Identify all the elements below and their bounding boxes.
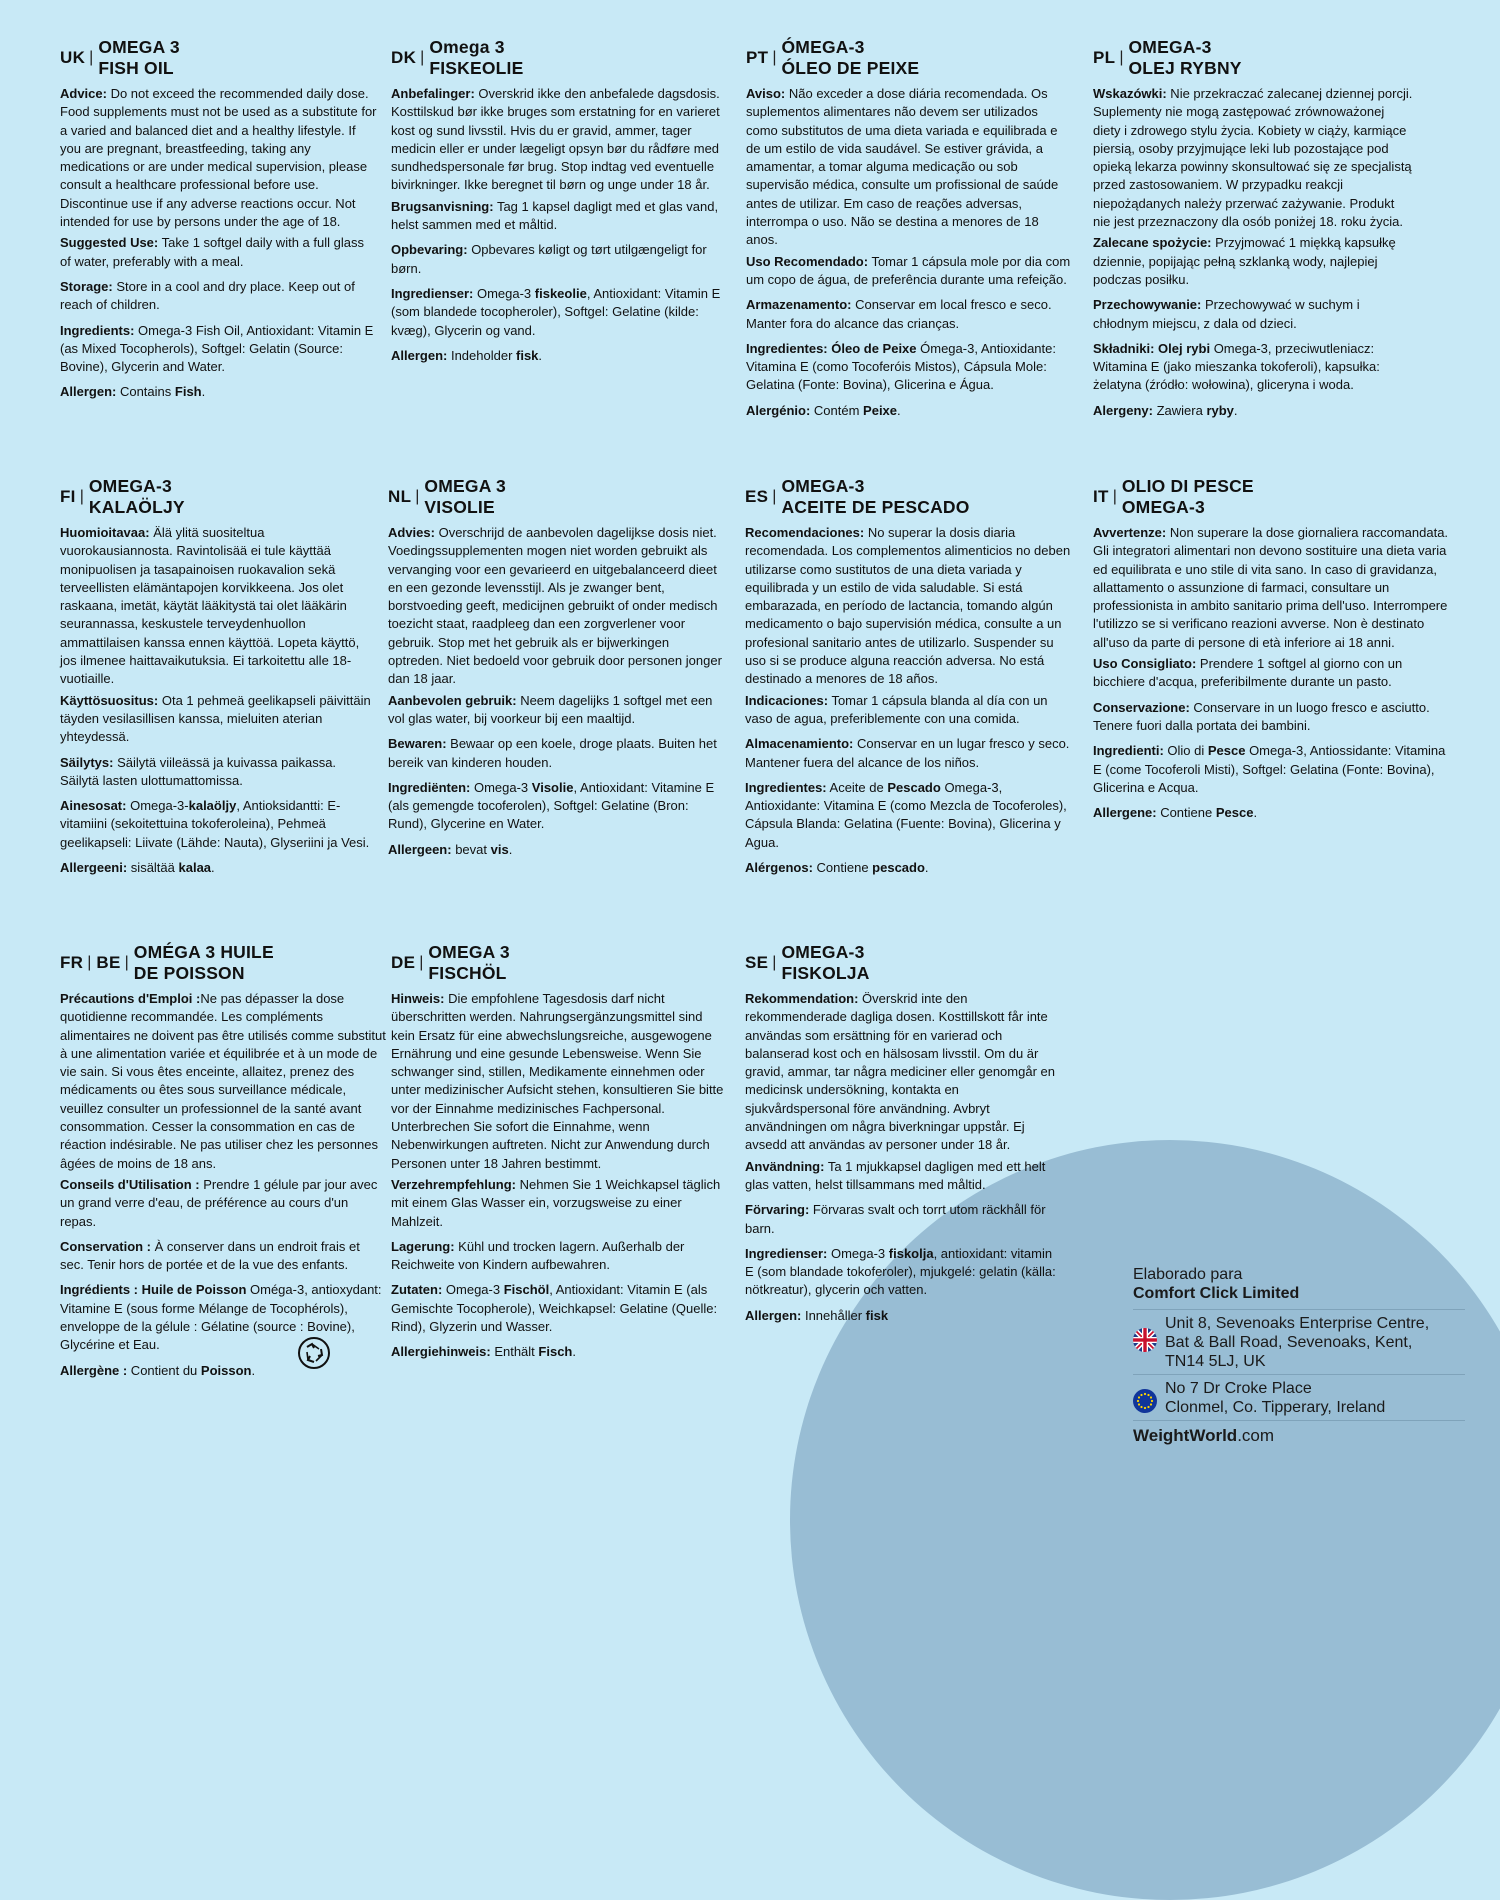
eu-address-row bbox=[1133, 1374, 1465, 1420]
paragraph-label: Brugsanvisning: bbox=[391, 198, 494, 214]
product-title-line: OLEJ RYBNY bbox=[1128, 58, 1242, 78]
country-code: DE bbox=[391, 952, 416, 972]
paragraph-text: Ómega-3, Antioxidante: Vitamina E (como Tocoferóis Mistos), Cápsula Mole: Gelatina (Fonte: Bovina), Glicerina e Água. bbox=[746, 340, 1056, 393]
company-name: Comfort Click Limited bbox=[1133, 1285, 1300, 1302]
section-es bbox=[745, 476, 1071, 884]
section-header bbox=[60, 942, 386, 984]
paragraph-label: Aviso: bbox=[746, 86, 786, 101]
paragraph-text: Zawiera bbox=[1152, 402, 1207, 418]
paragraph-text: Contient du bbox=[127, 1362, 201, 1378]
label-paragraph bbox=[1093, 742, 1451, 797]
label-paragraph bbox=[60, 234, 378, 271]
label-paragraph bbox=[1093, 402, 1413, 420]
paragraph-label: Almacenamiento: bbox=[745, 736, 854, 752]
paragraph-label: Ingredienser: bbox=[391, 285, 474, 301]
paragraph-label: Säilytys: bbox=[60, 754, 114, 770]
paragraph-text: . bbox=[211, 860, 215, 876]
label-paragraph bbox=[60, 322, 378, 377]
paragraph-text: Överskrid inte den rekommenderade dagliga dosen. Kosttillskott får inte användas som ersättning för en varierad och balanserad kost och en hälsosam livsstil. Om du är gravid, ammar, tar några mediciner eller genomgår en medicinsk undersökning, kontakta en sjukvårdspersonal före användning. Avbryt användningen om några biverkningar uppstår. Ej avsedd att användas av personer under 18 år. bbox=[745, 991, 1055, 1153]
product-title-line: FISH OIL bbox=[98, 58, 174, 78]
section-uk bbox=[60, 37, 378, 409]
paragraph-label: Précautions d'Emploi : bbox=[60, 991, 201, 1006]
product-title-line: FISKOLJA bbox=[781, 963, 870, 983]
paragraph-text: Prendere 1 softgel al giorno con un bicchiere d'acqua, preferibilmente durante un pasto. bbox=[1093, 656, 1403, 690]
paragraph-label: Przechowywanie: bbox=[1093, 297, 1202, 313]
paragraph-label: Lagerung: bbox=[391, 1238, 455, 1254]
paragraph-emphasis: ryby bbox=[1206, 402, 1234, 418]
paragraph-label: Ingrédients : bbox=[60, 1282, 139, 1298]
paragraph-text: Die empfohlene Tagesdosis darf nicht überschritten werden. Nahrungsergänzungsmittel sind kein Ersatz für eine abwechslungsreiche, ausgewogene Ernährung und eine gesunde Lebensweise. Wenn Sie schwanger sind, stillen, Medikamente einnehmen oder unter medizinischer Aufsicht stehen, konsultieren Sie bitte vor der Einnahme medizinisches Fachpersonal. Unterbrechen Sie sofort die Einnahme, wenn Nebenwirkungen auftreten. Nicht zur Anwendung durch Personen unter 18 Jahren bestimmt. bbox=[391, 991, 724, 1171]
paragraph-text: . bbox=[924, 860, 929, 876]
label-paragraph bbox=[60, 383, 378, 401]
paragraph-text: sisältää bbox=[127, 860, 179, 876]
label-paragraph bbox=[388, 779, 726, 834]
country-code: DK bbox=[391, 47, 417, 67]
paragraph-label: Conseils d'Utilisation : bbox=[60, 1176, 200, 1192]
country-code: PL bbox=[1093, 47, 1116, 67]
paragraph-emphasis: fiskeolie bbox=[534, 285, 587, 301]
paragraph-label: Allergiehinweis: bbox=[391, 1344, 491, 1360]
header-separator: | bbox=[772, 487, 777, 505]
paragraph-text: Prendre 1 gélule par jour avec un grand verre d'eau, de préférence au cours d'un repas. bbox=[60, 1176, 378, 1229]
paragraph-label: Allergeeni: bbox=[60, 860, 128, 876]
section-it bbox=[1093, 476, 1451, 829]
paragraph-text: À conserver dans un endroit frais et sec. Tenir hors de portée et de la vue des enfants. bbox=[60, 1238, 360, 1273]
product-title-line: ÓLEO DE PEIXE bbox=[781, 58, 920, 78]
product-title-line: OMEGA-3 bbox=[88, 476, 172, 496]
paragraph-emphasis: Poisson bbox=[200, 1362, 252, 1378]
paragraph-text: Contiene bbox=[1156, 805, 1216, 821]
paragraph-text: Nie przekraczać zalecanej dziennej porcji. Suplementy nie mogą zastępować zrównoważonej diety i zdrowego stylu życia. Kobiety w ciąży, karmiące piersią, osoby przyjmujące leki lub pozostające pod opieką lekarza powinny skonsultować się ze specjalistą przed zastosowaniem. W przypadku reakcji niepożądanych należy przerwać zażywanie. Produkt nie jest przeznaczony dla osób poniżej 18. roku życia. bbox=[1093, 86, 1413, 230]
label-paragraph bbox=[60, 1362, 386, 1380]
label-paragraph bbox=[60, 1238, 386, 1275]
country-code: NL bbox=[388, 486, 412, 506]
paragraph-text: Ne pas dépasser la dose quotidienne recommandée. Les compléments alimentaires ne doivent pas être utilisés comme substitut à une alimentation variée et équilibrée et à un mode de vie sain. Si vous êtes enceinte, allaitez, prenez des médicaments ou êtes sous surveillance médicale, veuillez consulter un professionnel de la santé avant consommation. Cesser la consommation en cas de réaction indésirable. Ne pas utiliser chez les personnes âgées de moins de 18 ans. bbox=[60, 991, 386, 1171]
label-paragraph bbox=[391, 1238, 727, 1275]
paragraph-label: Allergen: bbox=[60, 384, 117, 400]
section-nl bbox=[388, 476, 726, 866]
label-paragraph bbox=[746, 402, 1072, 420]
website bbox=[1133, 1420, 1465, 1445]
paragraph-text: Förvaras svalt och torrt utom räckhåll för barn. bbox=[745, 1202, 1046, 1236]
paragraph-text: . bbox=[1233, 402, 1238, 418]
paragraph-label: Ainesosat: bbox=[60, 798, 127, 814]
label-paragraph bbox=[391, 1281, 727, 1336]
label-paragraph bbox=[746, 296, 1072, 333]
paragraph-emphasis: Visolie bbox=[531, 779, 574, 795]
section-fr-be bbox=[60, 942, 386, 1387]
section-header bbox=[1093, 476, 1451, 518]
product-title-line: OLIO DI PESCE bbox=[1121, 476, 1254, 496]
paragraph-label: Zutaten: bbox=[391, 1282, 443, 1298]
paragraph-emphasis: Fischöl bbox=[503, 1282, 550, 1298]
paragraph-text: Overskrid ikke den anbefalede dagsdosis. Kosttilskud bør ikke bruges som erstatning for en varieret kost og sund livsstil. Hvis du er gravid, ammer, tager medicin eller er under lægeligt opsyn bør du rådføre med sundhedspersonale før brug. Stop indtag ved eventuelle bivirkninger. Ikke beregnet til børn og unge under 18 år. bbox=[391, 86, 720, 193]
product-title-line: ÓMEGA-3 bbox=[781, 37, 865, 57]
country-code: IT bbox=[1093, 486, 1109, 506]
header-separator: | bbox=[415, 487, 420, 505]
country-code: UK bbox=[60, 47, 86, 67]
header-separator: | bbox=[89, 48, 94, 66]
paragraph-label: Alérgenos: bbox=[745, 860, 813, 876]
header-separator: | bbox=[772, 953, 777, 971]
label-paragraph bbox=[60, 990, 386, 1173]
paragraph-emphasis: Olej rybi bbox=[1158, 340, 1211, 356]
paragraph-text: Omega-3 bbox=[827, 1245, 889, 1261]
website-brand: WeightWorld bbox=[1133, 1426, 1238, 1445]
paragraph-label: Användning: bbox=[745, 1158, 825, 1174]
label-paragraph bbox=[1093, 524, 1451, 652]
paragraph-text: Bewaar op een koele, droge plaats. Buiten het bereik van kinderen houden. bbox=[388, 736, 717, 770]
product-title-line: OMEGA-3 bbox=[781, 942, 865, 962]
paragraph-text: , Antioxidant: Vitamin E (som blandede tocopheroler), Softgel: Gelatine (kilde: kvæg), Glycerin og vand. bbox=[391, 285, 721, 338]
paragraph-emphasis: Óleo de Peixe bbox=[831, 340, 917, 356]
paragraph-label: Recomendaciones: bbox=[745, 525, 865, 540]
paragraph-text: . bbox=[1253, 805, 1258, 821]
paragraph-text: . bbox=[508, 841, 513, 857]
paragraph-label: Allergène : bbox=[60, 1362, 128, 1378]
paragraph-label: Armazenamento: bbox=[746, 297, 852, 313]
paragraph-text: Omega-3 bbox=[470, 779, 532, 795]
paragraph-text: Conservare in un luogo fresco e asciutto. Tenere fuori dalla portata dei bambini. bbox=[1093, 699, 1430, 733]
label-paragraph bbox=[60, 797, 378, 852]
section-header bbox=[391, 942, 727, 984]
paragraph-emphasis: Pesce bbox=[1215, 805, 1254, 821]
paragraph-label: Allergen: bbox=[745, 1307, 802, 1323]
country-code-secondary: BE bbox=[96, 952, 121, 972]
paragraph-text: Oméga-3, antioxydant: Vitamine E (sous forme Mélange de Tocophérols), enveloppe de la gélule : Gélatine (source : Bovine), Glycérine et Eau. bbox=[60, 1282, 382, 1353]
label-paragraph bbox=[746, 340, 1072, 395]
label-paragraph bbox=[745, 524, 1071, 689]
product-title-line: OMEGA-3 bbox=[1121, 497, 1205, 517]
paragraph-text: No superar la dosis diaria recomendada. Los complementos alimenticios no deben utilizarse como sustitutos de una dieta variada y equilibrada y un estilo de vida saludable. Si está embarazada, en período de lactancia, tomando algún medicamento o bajo supervisión médica, consulte a un profesional sanitario antes de utilizarlo. Suspender su uso si se produce alguna reacción adversa. No está destinado a menores de 18 años. bbox=[745, 525, 1071, 687]
header-separator: | bbox=[772, 48, 777, 66]
product-title-line: OMEGA-3 bbox=[1128, 37, 1212, 57]
label-paragraph bbox=[391, 198, 731, 235]
label-paragraph bbox=[60, 1176, 386, 1231]
label-paragraph bbox=[1093, 804, 1451, 822]
label-paragraph bbox=[60, 1281, 386, 1354]
label-paragraph bbox=[391, 347, 731, 365]
label-paragraph bbox=[391, 241, 731, 278]
header-separator: | bbox=[79, 487, 84, 505]
label-paragraph bbox=[391, 285, 731, 340]
paragraph-text: . bbox=[897, 402, 901, 418]
paragraph-label: Uso Consigliato: bbox=[1093, 656, 1197, 672]
paragraph-label: Conservation : bbox=[60, 1238, 152, 1254]
paragraph-label: Ingredienti: bbox=[1093, 743, 1164, 759]
paragraph-text: Conservar en un lugar fresco y seco. Mantener fuera del alcance de los niños. bbox=[745, 736, 1070, 770]
paragraph-text: Store in a cool and dry place. Keep out of reach of children. bbox=[60, 278, 355, 313]
product-title-line: Omega 3 bbox=[429, 37, 505, 57]
section-de bbox=[391, 942, 727, 1369]
label-paragraph bbox=[60, 278, 378, 315]
paragraph-text: Conservar em local fresco e seco. Manter fora do alcance das crianças. bbox=[746, 297, 1052, 331]
label-paragraph bbox=[60, 754, 378, 791]
paragraph-label: Ingredienser: bbox=[745, 1245, 828, 1261]
country-code: ES bbox=[745, 486, 769, 506]
paragraph-text: Olio di bbox=[1163, 743, 1208, 759]
label-paragraph bbox=[745, 735, 1071, 772]
section-se bbox=[745, 942, 1059, 1332]
paragraph-text: Contains bbox=[116, 384, 175, 400]
label-paragraph bbox=[1093, 699, 1451, 736]
eu-address-line: Clonmel, Co. Tipperary, Ireland bbox=[1165, 1399, 1386, 1416]
uk-address-line: Bat & Ball Road, Sevenoaks, Kent, bbox=[1165, 1334, 1413, 1351]
paragraph-text: Przechowywać w suchym i chłodnym miejscu, z dala od dzieci. bbox=[1093, 297, 1360, 331]
paragraph-text: . bbox=[251, 1362, 256, 1378]
paragraph-text: Przyjmować 1 miękką kapsułkę dziennie, popijając pełną szklanką wody, najlepiej podczas posiłku. bbox=[1093, 235, 1396, 287]
header-separator: | bbox=[124, 953, 129, 971]
label-paragraph bbox=[1093, 655, 1451, 692]
paragraph-emphasis: Fisch bbox=[538, 1344, 573, 1360]
paragraph-text: Overschrijd de aanbevolen dagelijkse dosis niet. Voedingssupplementen mogen niet worden gebruikt als vervanging voor een gevarieerd en uitgebalanceerd dieet en een gezonde levensstijl. Als je zwanger bent, borstvoeding geeft, medicijnen gebruikt of onder medisch toezicht staat, raadpleeg dan een zorgverlener voor gebruik. Stop met het gebruik als er bijwerkingen optreden. Niet bedoeld voor gebruik door personen jonger dan 18 jaar. bbox=[388, 525, 722, 687]
paragraph-text: Ota 1 pehmeä geelikapseli päivittäin täyden vesilasillisen kanssa, mieluiten aterian yhteydessä. bbox=[60, 692, 371, 745]
section-header bbox=[388, 476, 726, 518]
paragraph-emphasis: vis bbox=[490, 841, 509, 857]
paragraph-text: , Antioxidant: Vitamin E (als Gemischte Tocopherole), Weichkapsel: Gelatine (Quelle: Rind), Glyzerin und Wasser. bbox=[391, 1282, 718, 1335]
paragraph-text: Omega-3 bbox=[473, 285, 535, 301]
paragraph-label: Conservazione: bbox=[1093, 699, 1190, 715]
section-pl bbox=[1093, 37, 1413, 427]
label-paragraph bbox=[1093, 234, 1413, 289]
paragraph-text: Säilytä viileässä ja kuivassa paikassa. Säilytä lasten ulottumattomissa. bbox=[60, 754, 337, 788]
label-paragraph bbox=[388, 841, 726, 859]
paragraph-text: Opbevares køligt og tørt utilgængeligt for børn. bbox=[391, 242, 707, 276]
paragraph-text: Tomar 1 cápsula mole por dia com um copo de água, de preferência durante uma refeição. bbox=[746, 253, 1071, 287]
paragraph-text: , antioxidant: vitamin E (som blandade tokoferoler), mjukgelé: gelatin (källa: nötkreatur), glycerin och vatten. bbox=[745, 1245, 1056, 1298]
paragraph-emphasis: kalaa bbox=[178, 860, 212, 876]
paragraph-text: , Antioxidant: Vitamine E (als gemengde tocoferolen), Softgel: Gelatine (Bron: Rund), Glycerine en Water. bbox=[388, 779, 715, 832]
label-paragraph bbox=[60, 85, 378, 231]
label-paragraph bbox=[745, 859, 1071, 877]
label-paragraph bbox=[391, 85, 731, 195]
paragraph-emphasis: kalaöljy bbox=[188, 798, 237, 814]
paragraph-label: Käyttösuositus: bbox=[60, 692, 159, 708]
paragraph-emphasis: Pescado bbox=[887, 779, 941, 795]
label-paragraph bbox=[745, 1201, 1059, 1238]
uk-address-line: TN14 5LJ, UK bbox=[1165, 1353, 1266, 1370]
paragraph-label: Uso Recomendado: bbox=[746, 253, 869, 269]
label-paragraph bbox=[60, 692, 378, 747]
paragraph-text: Älä ylitä suositeltua vuorokausiannosta. Ravintolisää ei tule käyttää monipuolisen ja tasapainoisen ruokavalion sekä terveellisten elämäntapojen korvikkeena. Jos olet raskaana, imetät, käytät lääkitystä tai olet lääkärin seurannassa, keskustele terveydenhuollon ammattilaisen kanssa ennen käyttöä. Lopeta käyttö, jos ilmenee haittavaikutuksia. Ei tarkoitettu alle 18-vuotiaille. bbox=[60, 525, 360, 687]
product-title-line: DE POISSON bbox=[133, 963, 245, 983]
paragraph-text: Omega-3, przeciwutleniacz: Witamina E (jako mieszanka tokoferoli), kapsułka: żelatyna (źródło: wołowina), gliceryna i woda. bbox=[1093, 340, 1380, 393]
section-header bbox=[745, 476, 1071, 518]
paragraph-label: Allergen: bbox=[391, 347, 448, 363]
section-header bbox=[1093, 37, 1413, 79]
country-code: FR bbox=[60, 952, 84, 972]
paragraph-text: Innehåller bbox=[801, 1307, 866, 1323]
country-code: SE bbox=[745, 952, 769, 972]
label-paragraph bbox=[745, 990, 1059, 1155]
product-title-line: OMEGA-3 bbox=[781, 476, 865, 496]
paragraph-label: Huomioitavaa: bbox=[60, 525, 150, 540]
label-paragraph bbox=[746, 253, 1072, 290]
section-fi bbox=[60, 476, 378, 884]
section-header bbox=[391, 37, 731, 79]
paragraph-emphasis: Peixe bbox=[863, 402, 898, 418]
paragraph-label: Ingredientes: bbox=[746, 340, 828, 356]
country-code: FI bbox=[60, 486, 76, 506]
paragraph-text: Contém bbox=[810, 402, 864, 418]
product-title-line: OMEGA 3 bbox=[424, 476, 506, 496]
section-pt bbox=[746, 37, 1072, 427]
paragraph-text: Tomar 1 cápsula blanda al día con un vaso de agua, preferiblemente con una comida. bbox=[745, 692, 1048, 726]
paragraph-label: Förvaring: bbox=[745, 1202, 810, 1218]
paragraph-label: Alergénio: bbox=[746, 402, 811, 418]
paragraph-text: Omega-3- bbox=[126, 798, 189, 814]
label-paragraph bbox=[745, 1158, 1059, 1195]
header-separator: | bbox=[420, 48, 425, 66]
paragraph-label: Avvertenze: bbox=[1093, 525, 1167, 540]
paragraph-emphasis: Huile de Poisson bbox=[141, 1282, 247, 1298]
section-header bbox=[60, 37, 378, 79]
paragraph-label: Hinweis: bbox=[391, 991, 445, 1006]
uk-address-line: Unit 8, Sevenoaks Enterprise Centre, bbox=[1165, 1315, 1430, 1332]
label-paragraph bbox=[388, 692, 726, 729]
paragraph-text: Ta 1 mjukkapsel dagligen med ett helt glas vatten, helst tillsammans med måltid. bbox=[745, 1158, 1046, 1192]
label-paragraph bbox=[391, 1176, 727, 1231]
label-paragraph bbox=[745, 692, 1071, 729]
made-for-label: Elaborado para bbox=[1133, 1266, 1243, 1283]
paragraph-emphasis: fiskolja bbox=[888, 1245, 934, 1261]
paragraph-text: , Antioksidantti: E-vitamiini (sekoitettuina tokoferoleina), Pehmeä geelikapseli: Liivate (Lähde: Nauta), Glyseriini ja Vesi. bbox=[60, 798, 370, 850]
label-paragraph bbox=[60, 859, 378, 877]
paragraph-label: Ingredientes: bbox=[745, 779, 827, 795]
paragraph-emphasis: Pesce bbox=[1207, 743, 1246, 759]
paragraph-text: bevat bbox=[451, 841, 491, 857]
label-paragraph bbox=[745, 1307, 1059, 1325]
section-header bbox=[745, 942, 1059, 984]
paragraph-text: Neem dagelijks 1 softgel met een vol glas water, bij voorkeur bij een maaltijd. bbox=[388, 692, 713, 726]
header-separator: | bbox=[419, 953, 424, 971]
paragraph-text: Nehmen Sie 1 Weichkapsel täglich mit einem Glas Wasser ein, vorzugsweise zu einer Mahlzeit. bbox=[391, 1176, 721, 1229]
paragraph-text: Non superare la dose giornaliera raccomandata. Gli integratori alimentari non devono sostituire una dieta varia ed equilibrata e uno stile di vita sano. In caso di gravidanza, allattamento o assunzione di farmaci, consultare un professionista in ambito sanitario prima dell'uso. Interrompere l'utilizzo se si verificano reazioni avverse. Non è destinato all'uso da parte di persone di età inferiore ai 18 anni. bbox=[1093, 525, 1449, 650]
paragraph-label: Opbevaring: bbox=[391, 242, 468, 258]
header-separator: | bbox=[1112, 487, 1117, 505]
paragraph-label: Składniki: bbox=[1093, 340, 1155, 356]
paragraph-label: Allergeen: bbox=[388, 841, 452, 857]
paragraph-label: Verzehrempfehlung: bbox=[391, 1176, 516, 1192]
paragraph-text: . bbox=[538, 347, 543, 363]
paragraph-label: Suggested Use: bbox=[60, 235, 159, 251]
label-paragraph bbox=[1093, 296, 1413, 333]
eu-flag-icon bbox=[1133, 1389, 1157, 1413]
label-paragraph bbox=[388, 524, 726, 689]
paragraph-text: Omega-3 Fish Oil, Antioxidant: Vitamin E (as Mixed Tocopherols), Softgel: Gelatin (Source: Bovine), Glycerin and Water. bbox=[60, 322, 374, 375]
paragraph-text: Tag 1 kapsel dagligt med et glas vand, helst sammen med et måltid. bbox=[391, 198, 719, 233]
uk-flag-icon bbox=[1133, 1328, 1157, 1352]
section-dk bbox=[391, 37, 731, 372]
paragraph-emphasis: fisk bbox=[865, 1307, 889, 1323]
label-paragraph bbox=[745, 779, 1071, 852]
paragraph-text: . bbox=[572, 1344, 576, 1360]
paragraph-text: Omega-3 bbox=[442, 1282, 504, 1298]
label-paragraph bbox=[1093, 85, 1413, 231]
label-paragraph bbox=[60, 524, 378, 689]
paragraph-label: Ingredients: bbox=[60, 322, 135, 338]
paragraph-emphasis: pescado bbox=[872, 860, 925, 876]
label-paragraph bbox=[391, 1343, 727, 1361]
product-title-line: FISCHÖL bbox=[428, 963, 507, 983]
recycling-symbol-icon bbox=[297, 1336, 331, 1370]
paragraph-label: Indicaciones: bbox=[745, 692, 829, 708]
paragraph-emphasis: Fish bbox=[174, 384, 202, 400]
paragraph-label: Advies: bbox=[388, 525, 435, 540]
paragraph-emphasis: fisk bbox=[516, 347, 539, 363]
label-paragraph bbox=[1093, 340, 1413, 395]
paragraph-label: Rekommendation: bbox=[745, 991, 859, 1006]
paragraph-text: Indeholder bbox=[447, 347, 517, 363]
section-header bbox=[60, 476, 378, 518]
uk-address-row bbox=[1133, 1309, 1465, 1374]
paragraph-label: Wskazówki: bbox=[1093, 86, 1167, 101]
paragraph-label: Zalecane spożycie: bbox=[1093, 235, 1212, 251]
paragraph-text: Omega-3, Antioxidante: Vitamina E (como Mezcla de Tocoferoles), Cápsula Blanda: Gelatina (Fuente: Bovina), Glicerina y Agua. bbox=[745, 779, 1067, 850]
paragraph-text: Enthält bbox=[490, 1344, 539, 1360]
paragraph-text: Take 1 softgel daily with a full glass of water, preferably with a meal. bbox=[60, 235, 364, 269]
paragraph-text: Contiene bbox=[812, 860, 873, 876]
eu-address-line: No 7 Dr Croke Place bbox=[1165, 1380, 1312, 1397]
paragraph-text: Não exceder a dose diária recomendada. Os suplementos alimentares não devem ser utilizados como substitutos de uma dieta variada e equilibrada e de um estilo de vida saudável. Se estiver grávida, a amamentar, a tomar alguma medicação ou sob supervisão médica, consulte um profissional de saúde antes de utilizar. Em caso de reações adversas, interrompa o uso. Não se destina a menores de 18 anos. bbox=[746, 86, 1059, 248]
paragraph-label: Aanbevolen gebruik: bbox=[388, 692, 517, 708]
paragraph-label: Storage: bbox=[60, 278, 113, 294]
paragraph-text: Kühl und trocken lagern. Außerhalb der Reichweite von Kindern aufbewahren. bbox=[391, 1238, 685, 1273]
label-paragraph bbox=[745, 1245, 1059, 1300]
paragraph-text: . bbox=[201, 384, 206, 400]
paragraph-text: Do not exceed the recommended daily dose. Food supplements must not be used as a substitute for a varied and balanced diet and a healthy lifestyle. If you are pregnant, breastfeeding, taking any medications or are under medical supervision, please consult a healthcare professional before use. Discontinue use if any adverse reactions occur. Not intended for use by persons under the age of 18. bbox=[60, 86, 377, 230]
paragraph-text: Aceite de bbox=[826, 779, 888, 795]
paragraph-label: Ingrediënten: bbox=[388, 779, 471, 795]
product-title-line: OMÉGA 3 HUILE bbox=[133, 942, 274, 962]
paragraph-label: Alergeny: bbox=[1093, 402, 1153, 418]
label-paragraph bbox=[388, 735, 726, 772]
manufacturer-info bbox=[1133, 1265, 1465, 1445]
paragraph-label: Bewaren: bbox=[388, 736, 447, 752]
paragraph-text: Omega-3, Antiossidante: Vitamina E (come Tocoferoli Misti), Softgel: Gelatina (Fonte: Bovina), Glicerina e Acqua. bbox=[1093, 743, 1446, 795]
header-separator: | bbox=[87, 953, 92, 971]
paragraph-label: Anbefalinger: bbox=[391, 86, 475, 101]
label-paragraph bbox=[746, 85, 1072, 250]
country-code: PT bbox=[746, 47, 769, 67]
product-title-line: KALAÖLJY bbox=[88, 497, 185, 517]
label-paragraph bbox=[391, 990, 727, 1173]
product-title-line: OMEGA 3 bbox=[98, 37, 180, 57]
header-separator: | bbox=[1119, 48, 1124, 66]
product-title-line: VISOLIE bbox=[424, 497, 495, 517]
paragraph-label: Allergene: bbox=[1093, 805, 1157, 821]
product-title-line: FISKEOLIE bbox=[429, 58, 524, 78]
paragraph-label: Advice: bbox=[60, 86, 107, 101]
product-title-line: OMEGA 3 bbox=[428, 942, 510, 962]
section-header bbox=[746, 37, 1072, 79]
product-title-line: ACEITE DE PESCADO bbox=[781, 497, 970, 517]
website-domain: .com bbox=[1237, 1426, 1275, 1445]
